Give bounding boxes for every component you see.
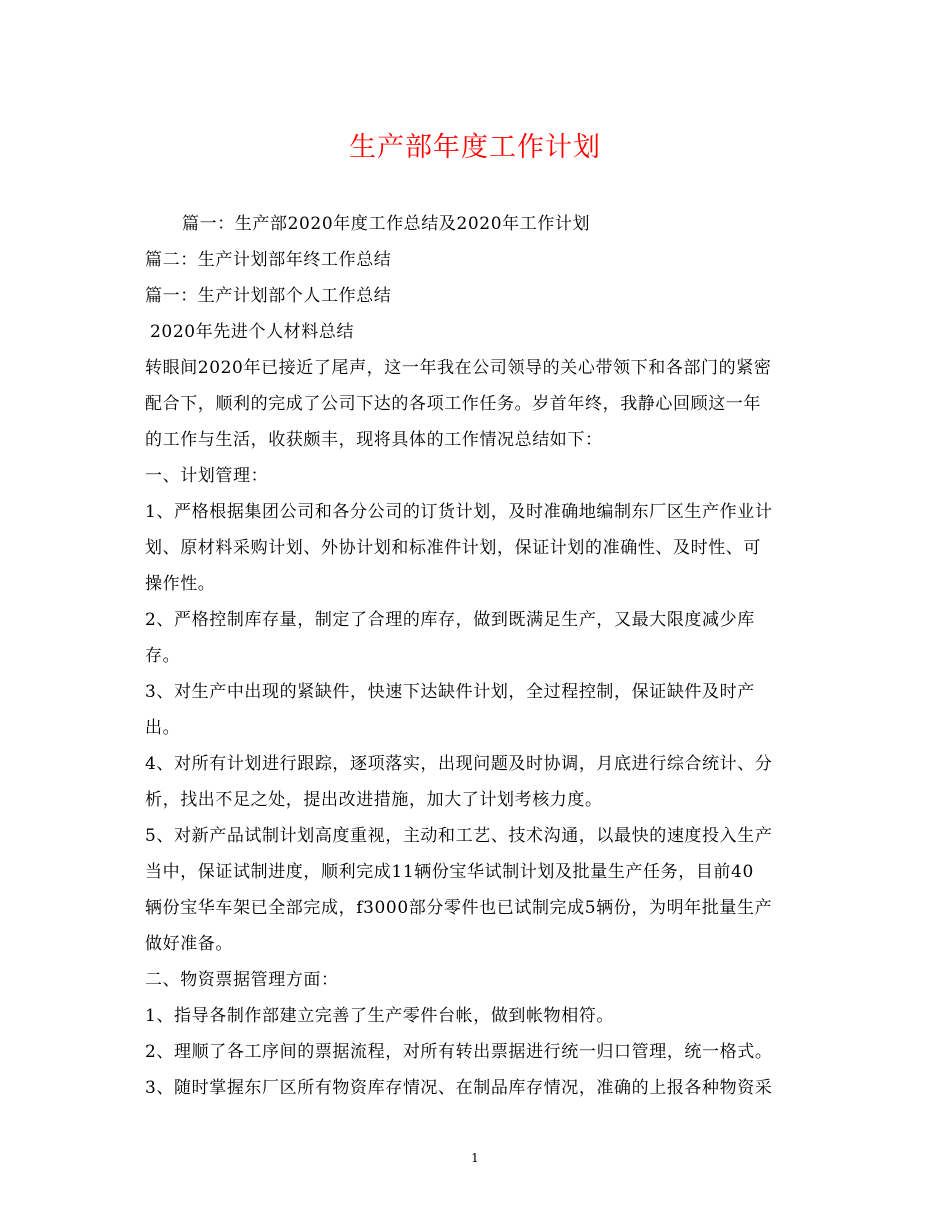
text-line: 当中，保证试制进度，顺利完成11辆份宝华试制计划及批量生产任务，目前40: [145, 862, 754, 882]
text-line: 做好准备。: [145, 934, 233, 954]
text-line: 3、对生产中出现的紧缺件，快速下达缺件计划，全过程控制，保证缺件及时产: [145, 682, 755, 702]
text-line: 出。: [145, 718, 181, 738]
text-line: 存。: [145, 646, 181, 666]
text-line: 4、对所有计划进行跟踪，逐项落实，出现问题及时协调，月底进行综合统计、分: [145, 754, 773, 774]
page-number: 1: [471, 1151, 479, 1165]
text-line: 辆份宝华车架已全部完成，f3000部分零件也已试制完成5辆份，为明年批量生产: [145, 898, 773, 918]
text-line: 3、随时掌握东厂区所有物资库存情况、在制品库存情况，准确的上报各种物资采: [145, 1078, 773, 1098]
text-line: 析，找出不足之处，提出改进措施，加大了计划考核力度。: [145, 790, 603, 810]
text-line: 1、指导各制作部建立完善了生产零件台帐，做到帐物相符。: [145, 1006, 615, 1026]
text-line: 划、原材料采购计划、外协计划和标准件计划，保证计划的准确性、及时性、可: [145, 538, 761, 558]
body-text: [145, 206, 817, 1106]
text-line: 2020年先进个人材料总结: [150, 322, 355, 342]
text-line: 操作性。: [145, 574, 216, 594]
text-line: 配合下，顺利的完成了公司下达的各项工作任务。岁首年终，我静心回顾这一年: [145, 394, 761, 414]
text-line: 转眼间2020年已接近了尾声，这一年我在公司领导的关心带领下和各部门的紧密: [145, 358, 772, 378]
text-line: 2、理顺了各工序间的票据流程，对所有转出票据进行统一归口管理，统一格式。: [145, 1042, 773, 1062]
document-title: 生产部年度工作计划: [349, 132, 601, 163]
document-body: [145, 206, 817, 1106]
text-line: 篇一：生产部2020年度工作总结及2020年工作计划: [182, 214, 591, 234]
text-line: 2、严格控制库存量，制定了合理的库存，做到既满足生产，又最大限度减少库: [145, 610, 755, 630]
text-line: 5、对新产品试制计划高度重视，主动和工艺、技术沟通，以最快的速度投入生产: [145, 826, 773, 846]
text-line: 二、物资票据管理方面：: [145, 970, 339, 990]
text-line: 篇一：生产计划部个人工作总结: [145, 286, 392, 306]
text-line: 一、计划管理：: [145, 466, 269, 486]
text-line: 的工作与生活，收获颇丰，现将具体的工作情况总结如下：: [145, 430, 603, 450]
text-line: 篇二：生产计划部年终工作总结: [145, 250, 392, 270]
text-line: 1、严格根据集团公司和各分公司的订货计划，及时准确地编制东厂区生产作业计: [145, 502, 773, 522]
